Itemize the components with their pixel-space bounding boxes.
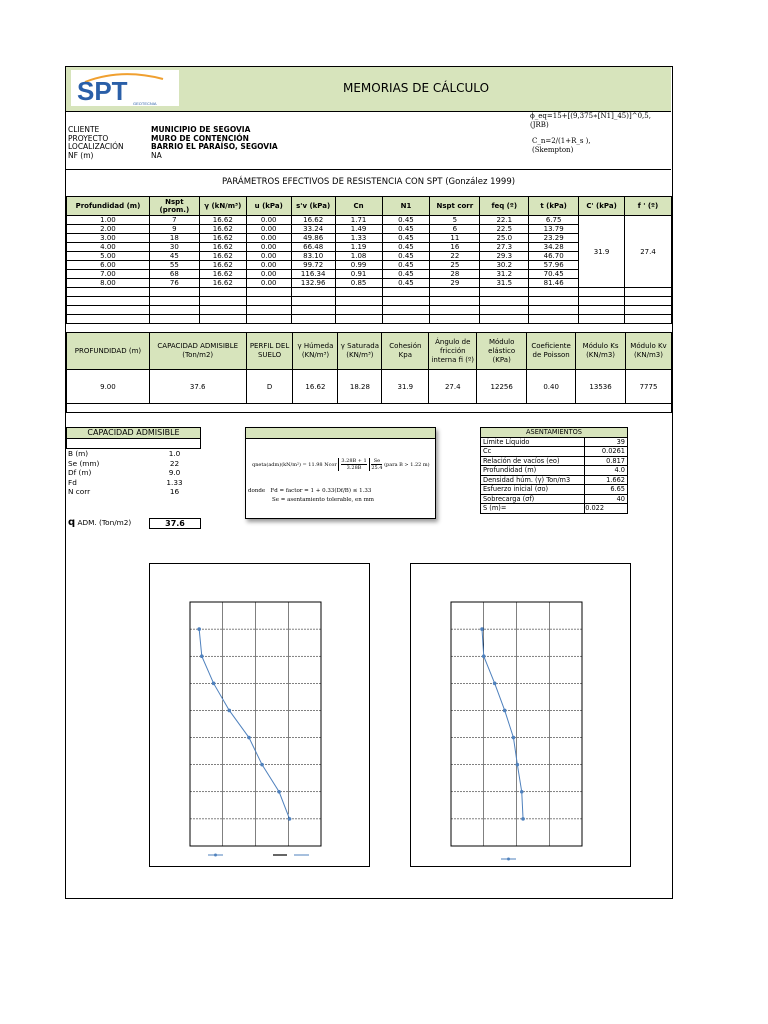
asentamiento-row xyxy=(481,494,628,504)
empty-cell xyxy=(335,297,382,306)
table-cell: 31.5 xyxy=(480,279,529,288)
spt-table-body xyxy=(67,216,672,324)
capacidad-value: 16 xyxy=(169,487,180,496)
table-cell: 28 xyxy=(430,270,480,279)
data-point xyxy=(212,682,216,686)
capacidad-title: CAPACIDAD ADMISIBLE xyxy=(66,427,201,439)
empty-cell xyxy=(335,288,382,297)
asentamiento-value: 4.0 xyxy=(585,466,628,476)
table-cell: 16.62 xyxy=(291,216,335,225)
prop-header: PROFUNDIDAD (m) xyxy=(67,333,150,370)
col-header: Nspt corr xyxy=(430,197,480,216)
logo-subtext: GEOTECNIA xyxy=(133,101,157,106)
empty-cell xyxy=(382,306,430,315)
col-header: u (kPa) xyxy=(246,197,291,216)
logo-text: SPT xyxy=(77,76,128,106)
asentamiento-label: Densidad húm. (γ) Ton/m3 xyxy=(481,475,585,485)
location-label: LOCALIZACIÓN xyxy=(68,142,124,152)
capacidad-row xyxy=(66,449,200,459)
asentamiento-row xyxy=(481,456,628,466)
data-point xyxy=(516,763,520,767)
settlement-value: 0.022 xyxy=(585,504,628,514)
empty-cell xyxy=(625,306,672,315)
asentamiento-label: Profundidad (m) xyxy=(481,466,585,476)
table-cell: 1.00 xyxy=(67,216,150,225)
friction-formula-text: ϕ_eq=15+[(9,375∗[N1]_45)]^0,5, xyxy=(530,112,651,120)
q-adm-label xyxy=(68,517,131,528)
capacidad-label: B (m) xyxy=(68,449,89,458)
asentamiento-value: 1.662 xyxy=(585,475,628,485)
empty-cell xyxy=(480,306,529,315)
table-cell: 55 xyxy=(149,261,199,270)
equation-frac-num: 3.28B + 1 xyxy=(341,458,367,464)
empty-cell xyxy=(430,288,480,297)
table-cell: 0.45 xyxy=(382,216,430,225)
empty-cell xyxy=(430,306,480,315)
prop-header: Cohesión Kpa xyxy=(382,333,429,370)
table-cell: 16 xyxy=(430,243,480,252)
empty-cell xyxy=(430,297,480,306)
prop-header: Coeficiente de Poisson xyxy=(527,333,576,370)
empty-cell xyxy=(149,297,199,306)
table-cell: 5.00 xyxy=(67,252,150,261)
nf-label: NF (m) xyxy=(68,150,94,160)
capacidad-label: Df (m) xyxy=(68,468,92,477)
data-point xyxy=(482,654,486,658)
q-adm-value: 37.6 xyxy=(149,518,201,529)
col-header: t (kPa) xyxy=(529,197,579,216)
asentamiento-value: 39 xyxy=(585,437,628,447)
properties-table xyxy=(66,332,672,413)
table-cell: 132.96 xyxy=(291,279,335,288)
empty-cell xyxy=(291,306,335,315)
table-cell: 1.19 xyxy=(335,243,382,252)
prop-header: PERFIL DEL SUELO xyxy=(246,333,293,370)
table-cell: 7.00 xyxy=(67,270,150,279)
prop-value: 9.00 xyxy=(67,370,150,404)
empty-cell xyxy=(579,306,625,315)
capacidad-table xyxy=(66,449,200,497)
q-label: ADM. (Ton/m2) xyxy=(77,518,132,527)
empty-cell xyxy=(199,297,246,306)
col-header: Nspt (prom.) xyxy=(149,197,199,216)
asentamiento-label: Esfuerzo inicial (σo) xyxy=(481,485,585,495)
table-cell: 25 xyxy=(430,261,480,270)
table-cell: 22.5 xyxy=(480,225,529,234)
table-cell: 0.45 xyxy=(382,243,430,252)
data-point xyxy=(247,736,251,740)
data-point xyxy=(288,817,292,821)
data-point xyxy=(512,736,516,740)
spt-table xyxy=(66,196,672,324)
empty-cell xyxy=(579,288,625,297)
prop-header: Módulo Ks (KN/m3) xyxy=(576,333,626,370)
table-cell: 57.96 xyxy=(529,261,579,270)
bearing-equation xyxy=(245,427,436,519)
table-cell: 16.62 xyxy=(199,243,246,252)
friction-formula-ref: (JRB) xyxy=(530,120,549,129)
empty-cell xyxy=(246,297,291,306)
cn-formula-ref: (Skempton) xyxy=(532,145,574,154)
empty-cell xyxy=(382,297,430,306)
empty-cell xyxy=(246,315,291,324)
asentamientos-title: ASENTAMIENTOS xyxy=(481,428,628,438)
capacidad-value: 22 xyxy=(169,458,180,468)
asentamiento-label: Relación de vacíos (eo) xyxy=(481,456,585,466)
table-cell: 33.24 xyxy=(291,225,335,234)
data-point xyxy=(480,627,484,631)
c-value-cell: 31.9 xyxy=(579,216,625,288)
table-cell: 13.79 xyxy=(529,225,579,234)
empty-cell xyxy=(149,306,199,315)
page-title: MEMORIAS DE CÁLCULO xyxy=(342,81,490,95)
cn-formula xyxy=(532,137,662,154)
phi-value-cell: 27.4 xyxy=(625,216,672,288)
table-cell: 0.45 xyxy=(382,261,430,270)
asentamientos-table xyxy=(480,427,628,514)
empty-cell xyxy=(199,288,246,297)
empty-cell xyxy=(67,288,150,297)
asentamiento-value: 0.0261 xyxy=(585,447,628,457)
prop-value: 13536 xyxy=(576,370,626,404)
table-cell: 0.99 xyxy=(335,261,382,270)
table-cell: 16.62 xyxy=(199,252,246,261)
table-cell: 0.00 xyxy=(246,243,291,252)
calculation-sheet xyxy=(65,66,673,899)
table-cell: 66.48 xyxy=(291,243,335,252)
equation-donde: donde xyxy=(248,488,266,494)
table-cell: 1.71 xyxy=(335,216,382,225)
table-cell: 11 xyxy=(430,234,480,243)
settlement-label: S (m)= xyxy=(481,504,585,514)
capacidad-spacer xyxy=(66,438,201,449)
table-cell: 0.91 xyxy=(335,270,382,279)
empty-cell xyxy=(625,288,672,297)
client-value: MUNICIPIO DE SEGOVIA xyxy=(151,125,251,134)
asentamiento-label: Sobrecarga (σf) xyxy=(481,494,585,504)
table-cell: 0.00 xyxy=(246,279,291,288)
spt-section-title: PARÁMETROS EFECTIVOS DE RESISTENCIA CON SPT (González 1999) xyxy=(221,177,516,187)
table-cell: 30 xyxy=(149,243,199,252)
prop-value: 27.4 xyxy=(429,370,477,404)
asentamiento-label: Cc xyxy=(481,447,585,457)
col-header: feq (º) xyxy=(480,197,529,216)
empty-row xyxy=(67,288,672,297)
prop-value: 18.28 xyxy=(338,370,382,404)
empty-row xyxy=(67,297,672,306)
prop-header: Ángulo de fricción interna fi (º) xyxy=(429,333,477,370)
table-cell: 6.00 xyxy=(67,261,150,270)
empty-row xyxy=(67,306,672,315)
q-symbol: q xyxy=(68,517,76,528)
table-cell: 8.00 xyxy=(67,279,150,288)
capacidad-row xyxy=(66,459,200,469)
prop-header: CAPACIDAD ADMISIBLE (Ton/m2) xyxy=(149,333,246,370)
properties-spacer-row xyxy=(67,404,672,413)
legend-marker xyxy=(507,858,510,861)
empty-cell xyxy=(480,297,529,306)
data-point xyxy=(503,709,507,713)
col-header: Profundidad (m) xyxy=(67,197,150,216)
asentamiento-label: Límite Líquido xyxy=(481,437,585,447)
table-cell: 0.45 xyxy=(382,252,430,261)
col-header: γ (kN/m³) xyxy=(199,197,246,216)
empty-cell xyxy=(149,315,199,324)
empty-cell xyxy=(382,315,430,324)
table-cell: 0.00 xyxy=(246,216,291,225)
capacidad-row xyxy=(66,487,200,497)
spt-logo xyxy=(71,70,179,106)
table-cell: 0.00 xyxy=(246,234,291,243)
table-cell: 34.28 xyxy=(529,243,579,252)
empty-cell xyxy=(480,315,529,324)
empty-cell xyxy=(382,288,430,297)
col-header: f ' (º) xyxy=(625,197,672,216)
table-row xyxy=(67,216,672,225)
chart-nspt-frame xyxy=(149,563,370,867)
table-cell: 2.00 xyxy=(67,225,150,234)
empty-cell xyxy=(480,288,529,297)
capacidad-value: 9.0 xyxy=(168,468,181,477)
table-cell: 0.45 xyxy=(382,225,430,234)
table-cell: 83.10 xyxy=(291,252,335,261)
table-cell: 3.00 xyxy=(67,234,150,243)
empty-row xyxy=(67,315,672,324)
table-cell: 70.45 xyxy=(529,270,579,279)
asentamiento-row xyxy=(481,475,628,485)
table-cell: 22 xyxy=(430,252,480,261)
table-cell: 0.00 xyxy=(246,252,291,261)
capacidad-value: 1.0 xyxy=(168,449,181,458)
empty-cell xyxy=(430,315,480,324)
equation-se-den: 25.4 xyxy=(371,465,383,471)
properties-header xyxy=(67,333,672,370)
empty-cell xyxy=(67,315,150,324)
table-cell: 45 xyxy=(149,252,199,261)
table-cell: 76 xyxy=(149,279,199,288)
data-point xyxy=(520,790,524,794)
data-point xyxy=(260,763,264,767)
empty-cell xyxy=(625,315,672,324)
empty-cell xyxy=(335,306,382,315)
data-point xyxy=(493,682,497,686)
asentamientos-body xyxy=(481,437,628,504)
prop-value: 16.62 xyxy=(293,370,338,404)
empty-cell xyxy=(67,297,150,306)
chart-phi-frame xyxy=(410,563,631,867)
col-header: s'v (kPa) xyxy=(291,197,335,216)
table-cell: 16.62 xyxy=(199,270,246,279)
table-cell: 81.46 xyxy=(529,279,579,288)
table-cell: 0.00 xyxy=(246,225,291,234)
table-cell: 4.00 xyxy=(67,243,150,252)
capacidad-label: Fd xyxy=(68,477,77,487)
capacidad-body xyxy=(66,449,200,497)
divider xyxy=(66,169,671,170)
data-point xyxy=(200,654,204,658)
prop-header: Módulo elástico (KPa) xyxy=(477,333,527,370)
empty-cell xyxy=(335,315,382,324)
properties-values xyxy=(67,370,672,404)
asentamiento-value: 0.817 xyxy=(585,456,628,466)
prop-header: γ Húmeda (KN/m³) xyxy=(293,333,338,370)
table-cell: 16.62 xyxy=(199,225,246,234)
empty-cell xyxy=(529,297,579,306)
table-cell: 6 xyxy=(430,225,480,234)
table-cell: 16.62 xyxy=(199,234,246,243)
table-cell: 99.72 xyxy=(291,261,335,270)
equation-fd: Fd = factor = 1 + 0.33(Df/B) ≤ 1.33 xyxy=(270,488,372,494)
data-point xyxy=(277,790,281,794)
prop-value: 0.40 xyxy=(527,370,576,404)
table-cell: 68 xyxy=(149,270,199,279)
table-cell: 0.45 xyxy=(382,270,430,279)
table-cell: 9 xyxy=(149,225,199,234)
empty-cell xyxy=(529,288,579,297)
empty-cell xyxy=(625,297,672,306)
legend xyxy=(501,858,516,861)
table-cell: 29 xyxy=(430,279,480,288)
table-cell: 18 xyxy=(149,234,199,243)
empty-cell xyxy=(529,315,579,324)
table-cell: 1.08 xyxy=(335,252,382,261)
empty-cell xyxy=(246,288,291,297)
empty-cell xyxy=(579,315,625,324)
data-point xyxy=(197,627,201,631)
table-cell: 31.2 xyxy=(480,270,529,279)
table-cell: 6.75 xyxy=(529,216,579,225)
plot-area xyxy=(451,602,582,846)
empty-cell xyxy=(199,315,246,324)
settlement-row xyxy=(481,504,628,514)
capacidad-label: Se (mm) xyxy=(68,458,100,468)
table-cell: 23.29 xyxy=(529,234,579,243)
table-cell: 25.0 xyxy=(480,234,529,243)
data-point xyxy=(521,817,525,821)
empty-cell xyxy=(149,288,199,297)
capacidad-value: 1.33 xyxy=(166,477,183,487)
equation-lhs: qneta(adm)(kN/m²) = 11.98 Ncor xyxy=(252,462,337,468)
table-cell: 0.85 xyxy=(335,279,382,288)
project-values xyxy=(151,126,371,160)
prop-value: 37.6 xyxy=(149,370,246,404)
capacidad-row xyxy=(66,468,200,478)
table-cell: 16.62 xyxy=(199,216,246,225)
header-band xyxy=(66,67,671,112)
table-cell: 116.34 xyxy=(291,270,335,279)
table-cell: 0.45 xyxy=(382,234,430,243)
friction-formula xyxy=(530,112,670,129)
empty-cell xyxy=(291,315,335,324)
project-label: PROYECTO xyxy=(68,133,109,143)
table-cell: 7 xyxy=(149,216,199,225)
equation-cond: (para B > 1.22 m) xyxy=(384,462,430,468)
cn-formula-text: C_n=2/(1+R_s ), xyxy=(532,137,591,145)
table-cell: 27.3 xyxy=(480,243,529,252)
prop-header: γ Saturada (KN/m³) xyxy=(338,333,382,370)
spt-table-header xyxy=(67,197,672,216)
table-cell: 0.00 xyxy=(246,270,291,279)
capacidad-label: N corr xyxy=(68,487,91,496)
table-cell: 16.62 xyxy=(199,279,246,288)
empty-cell xyxy=(529,306,579,315)
empty-cell xyxy=(246,306,291,315)
prop-header: Módulo Kv (KN/m3) xyxy=(626,333,672,370)
table-cell: 1.49 xyxy=(335,225,382,234)
legend-marker xyxy=(214,854,217,857)
asentamiento-row xyxy=(481,485,628,495)
col-header: C' (kPa) xyxy=(579,197,625,216)
col-header: Cn xyxy=(335,197,382,216)
table-cell: 16.62 xyxy=(199,261,246,270)
table-cell: 30.2 xyxy=(480,261,529,270)
table-cell: 46.70 xyxy=(529,252,579,261)
empty-cell xyxy=(579,297,625,306)
empty-cell xyxy=(291,297,335,306)
phi-depth-chart xyxy=(411,564,630,866)
prop-value: 31.9 xyxy=(382,370,429,404)
table-cell: 22.1 xyxy=(480,216,529,225)
table-cell: 1.33 xyxy=(335,234,382,243)
empty-cell xyxy=(67,306,150,315)
equation-frac-den: 3.28B xyxy=(346,465,362,471)
project-value: MURO DE CONTENCIÓN xyxy=(151,133,249,143)
asentamiento-row xyxy=(481,437,628,447)
data-point xyxy=(228,709,232,713)
table-cell: 0.00 xyxy=(246,261,291,270)
legend xyxy=(208,854,309,857)
col-header: N1 xyxy=(382,197,430,216)
empty-cell xyxy=(199,306,246,315)
table-cell: 29.3 xyxy=(480,252,529,261)
prop-value: 7775 xyxy=(626,370,672,404)
table-cell: 5 xyxy=(430,216,480,225)
nspt-depth-chart xyxy=(150,564,369,866)
empty-cell xyxy=(291,288,335,297)
plot-area xyxy=(190,602,321,846)
project-labels xyxy=(68,126,148,160)
equation-se: Se = asentamiento tolerable, en mm xyxy=(272,497,375,503)
client-label: CLIENTE xyxy=(68,125,100,134)
asentamiento-row xyxy=(481,466,628,476)
capacidad-row xyxy=(66,478,200,488)
table-cell: 49.86 xyxy=(291,234,335,243)
nf-value: NA xyxy=(151,150,162,160)
equation-se-num: Se xyxy=(371,458,382,465)
asentamiento-value: 40 xyxy=(585,494,628,504)
prop-value: 12256 xyxy=(477,370,527,404)
prop-value: D xyxy=(246,370,293,404)
asentamiento-row xyxy=(481,447,628,457)
asentamiento-value: 6.65 xyxy=(585,485,628,495)
location-value: BARRIO EL PARAÍSO, SEGOVIA xyxy=(151,142,278,152)
table-cell: 0.45 xyxy=(382,279,430,288)
